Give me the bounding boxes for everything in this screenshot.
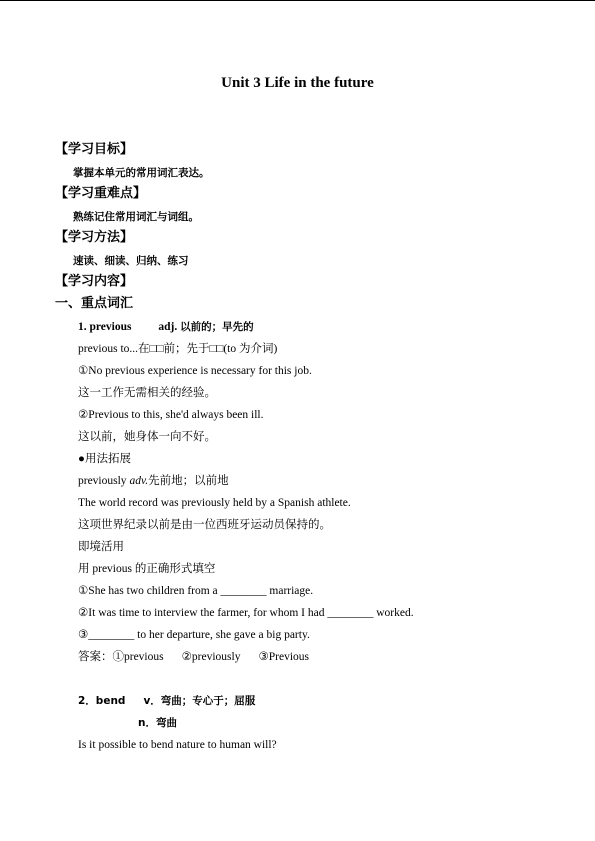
practice-question-3: ③________ to her departure, she gave a big party. (78, 629, 310, 641)
practice-instruction: 用 previous 的正确形式填空 (78, 563, 216, 575)
word2-pos-v: v．弯曲；专心于；屈服 (143, 695, 256, 707)
method-heading: 【学习方法】 (55, 230, 134, 245)
practice-question-2: ②It was time to interview the farmer, for whom I had ________ worked. (78, 607, 414, 619)
word2-headword: 2．bend (78, 695, 126, 707)
word1-phrase: previous to...在□□前；先于□□(to 为介词) (78, 343, 278, 355)
word1-extension-entry (78, 473, 229, 489)
word1-extension-example-en: The world record was previously held by a Spanish athlete. (78, 497, 351, 509)
top-border-line (0, 0, 595, 1)
focus-heading: 【学习重难点】 (55, 186, 147, 201)
word1-entry (78, 319, 254, 335)
word1-extension-label: ●用法拓展 (78, 453, 131, 465)
practice-label: 即境活用 (78, 541, 124, 553)
part1-heading: 一、重点词汇 (55, 296, 134, 311)
word2-example1-en: Is it possible to bend nature to human will? (78, 739, 277, 751)
word1-extension-example-zh: 这项世界纪录以前是由一位西班牙运动员保持的。 (78, 519, 331, 531)
word2-entry (78, 693, 255, 709)
word1-meaning: 以前的；早先的 (180, 321, 254, 333)
answer-3: ③Previous (258, 651, 310, 663)
word1-example2-zh: 这以前，她身体一向不好。 (78, 431, 216, 443)
word1-example2-en: ②Previous to this, she'd always been ill. (78, 409, 264, 421)
content-heading: 【学习内容】 (55, 274, 134, 289)
goal-text: 掌握本单元的常用词汇表达。 (73, 167, 210, 179)
answer-label: 答案： (78, 651, 113, 663)
word1-example1-en: ①No previous experience is necessary for this job. (78, 365, 312, 377)
word2-pos-n: n．弯曲 (138, 717, 177, 729)
practice-answers (78, 649, 309, 665)
goal-heading: 【学习目标】 (55, 142, 134, 157)
word1-pos: adj. (158, 321, 178, 333)
practice-question-1: ①She has two children from a ________ marriage. (78, 585, 314, 597)
method-text: 速读、细读、归纳、练习 (73, 255, 189, 267)
word1-headword: 1. previous (78, 321, 132, 333)
page-title: Unit 3 Life in the future (221, 75, 374, 91)
focus-text: 熟练记住常用词汇与词组。 (73, 211, 199, 223)
answer-2: ②previously (181, 651, 241, 663)
ext-meaning: 先前地；以前地 (148, 475, 229, 487)
word1-example1-zh: 这一工作无需相关的经验。 (78, 387, 216, 399)
answer-1: ①previous (112, 651, 164, 663)
ext-word: previously (78, 475, 130, 487)
ext-pos: adv. (129, 475, 149, 487)
